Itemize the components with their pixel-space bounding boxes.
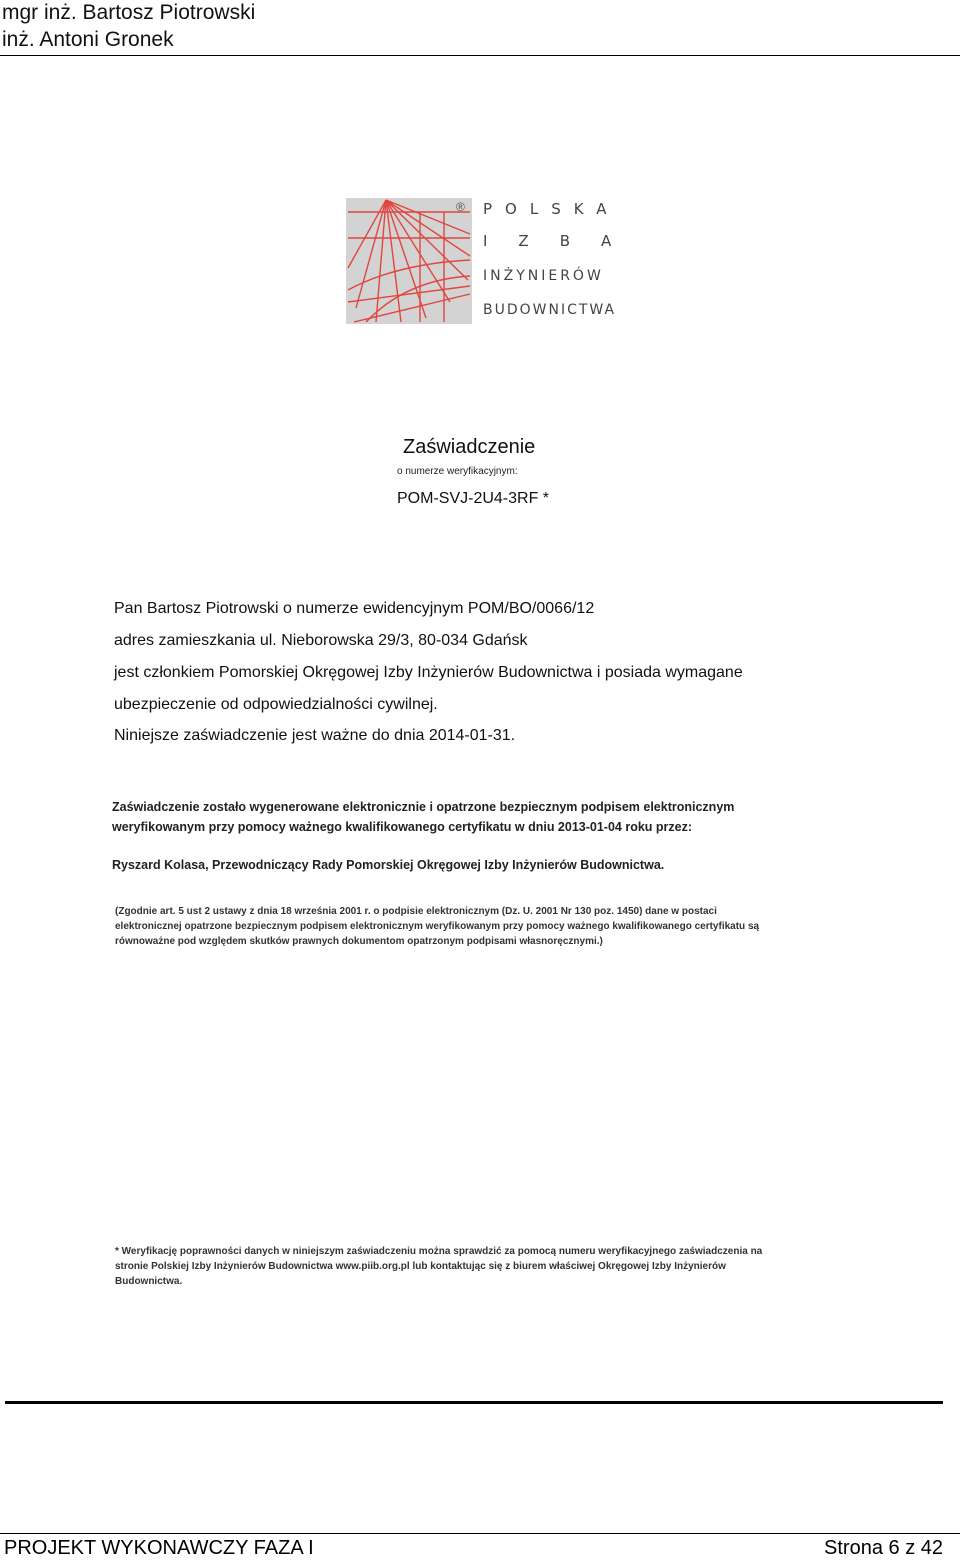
piib-logo-mark-icon: [346, 198, 472, 324]
logo-word-budownictwa: BUDOWNICTWA: [483, 302, 617, 318]
generation-line: weryfikowanym przy pomocy ważnego kwalifikowanego certyfikatu w dniu 2013-01-04 roku przez:: [112, 820, 693, 834]
footnote-line: stronie Polskiej Izby Inżynierów Budownictwa www.piib.org.pl lub kontaktując się z biurem właściwej Okręgowej Izby Inżynierów: [115, 1261, 726, 1272]
legal-note-line: równoważne pod względem skutków prawnych dokumentom opatrzonym podpisami własnoręcznymi.): [115, 936, 603, 947]
header-author-2: inż. Antoni Gronek: [2, 28, 174, 51]
body-line-membership: jest członkiem Pomorskiej Okręgowej Izby Inżynierów Budownictwa i posiada wymagane: [114, 664, 743, 681]
footnote-line: Budownictwa.: [115, 1276, 183, 1287]
body-line-insurance: ubezpieczenie od odpowiedzialności cywilnej.: [114, 696, 438, 713]
logo-word-inzynierow: INŻYNIERÓW: [483, 268, 604, 284]
generation-line: Zaświadczenie zostało wygenerowane elektronicznie i opatrzone bezpiecznym podpisem elektronicznym: [112, 800, 735, 814]
footnote-line: * Weryfikację poprawności danych w niniejszym zaświadczeniu można sprawdzić za pomocą numeru weryfikacyjnego zaświadczenia na: [115, 1246, 763, 1257]
page-header: [0, 0, 960, 56]
content-end-divider: [5, 1401, 943, 1404]
piib-logo: [346, 196, 643, 326]
certificate-subtitle: o numerze weryfikacyjnym:: [397, 466, 518, 477]
body-line-validity: Niniejsze zaświadczenie jest ważne do dnia 2014-01-31.: [114, 727, 516, 744]
logo-word-polska: POLSKA: [483, 200, 620, 218]
header-divider: [0, 55, 960, 56]
legal-note-line: (Zgodnie art. 5 ust 2 ustawy z dnia 18 września 2001 r. o podpisie elektronicznym (Dz. U. 2001 Nr 130 poz. 1450) dane w postaci: [115, 906, 717, 917]
header-author-1: mgr inż. Bartosz Piotrowski: [2, 1, 256, 24]
body-line-address: adres zamieszkania ul. Nieborowska 29/3, 80-034 Gdańsk: [114, 632, 528, 649]
legal-note-line: elektronicznej opatrzone bezpiecznym podpisem elektronicznym weryfikowanym przy pomocy ważnego kwalifikowanego certyfikatu są: [115, 921, 760, 932]
footer-page-number: Strona 6 z 42: [824, 1537, 943, 1559]
footer-divider: [0, 1533, 960, 1534]
verification-code: POM-SVJ-2U4-3RF *: [397, 490, 550, 507]
registered-mark: ®: [456, 200, 465, 214]
signatory-line: Ryszard Kolasa, Przewodniczący Rady Pomorskiej Okręgowej Izby Inżynierów Budownictwa.: [112, 858, 665, 872]
footer-project-label: PROJEKT WYKONAWCZY FAZA I: [4, 1537, 314, 1559]
certificate-title: Zaświadczenie: [403, 436, 536, 458]
body-line-member: Pan Bartosz Piotrowski o numerze ewidencyjnym POM/BO/0066/12: [114, 600, 595, 617]
logo-word-izba: IZBA: [483, 232, 643, 250]
